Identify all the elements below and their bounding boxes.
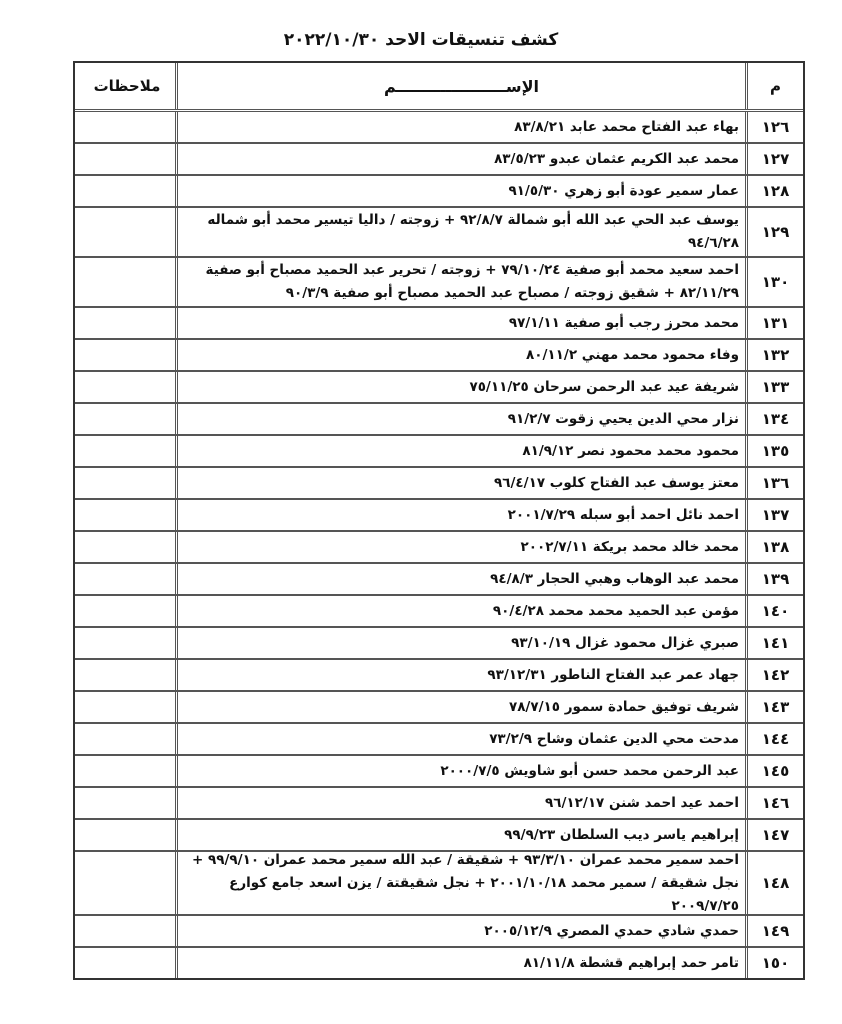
row-notes <box>79 788 175 818</box>
row-name: عبد الرحمن محمد حسن أبو شاويش ٢٠٠٠/٧/٥ <box>175 756 745 786</box>
row-number: ١٢٨ <box>745 176 803 206</box>
row-name: معتز يوسف عبد الفتاح كلوب ٩٦/٤/١٧ <box>175 468 745 498</box>
row-name: جهاد عمر عبد الفتاح الناطور ٩٣/١٢/٣١ <box>175 660 745 690</box>
table-row <box>75 144 803 176</box>
document-title: كشف تنسيقات الاحد ٢٠٢٢/١٠/٣٠ <box>283 30 559 50</box>
row-number: ١٣٠ <box>745 258 803 306</box>
row-number: ١٤١ <box>745 628 803 658</box>
header-name: الإســــــــــــــــــــم <box>175 63 745 109</box>
row-name: بهاء عبد الفتاح محمد عابد ٨٣/٨/٢١ <box>175 112 745 142</box>
table-row <box>75 948 803 978</box>
row-number: ١٣١ <box>745 308 803 338</box>
row-notes <box>79 532 175 562</box>
row-name: نزار محي الدين يحيي زقوت ٩١/٢/٧ <box>175 404 745 434</box>
table-row <box>75 404 803 436</box>
table-row <box>75 724 803 756</box>
table-row <box>75 176 803 208</box>
row-notes <box>79 756 175 786</box>
row-name: احمد سعيد محمد أبو صفية ٧٩/١٠/٢٤ + زوجته / تحرير عبد الحميد مصباح أبو صفية ٨٢/١١/٢٩ + شقيق زوجته / مصباح عبد الحميد مصباح أبو صفية ٩٠/٣/٩ <box>175 258 745 306</box>
row-number: ١٤٤ <box>745 724 803 754</box>
row-name: حمدي شادي حمدي المصري ٢٠٠٥/١٢/٩ <box>175 916 745 946</box>
table-row <box>75 564 803 596</box>
row-name: شريفة عيد عبد الرحمن سرحان ٧٥/١١/٢٥ <box>175 372 745 402</box>
row-notes <box>79 340 175 370</box>
row-number: ١٤٦ <box>745 788 803 818</box>
row-notes <box>79 258 175 306</box>
row-name: محمود محمد محمود نصر ٨١/٩/١٢ <box>175 436 745 466</box>
row-notes <box>79 500 175 530</box>
row-notes <box>79 372 175 402</box>
row-notes <box>79 916 175 946</box>
row-notes <box>79 948 175 978</box>
row-name: محمد عبد الكريم عثمان عبدو ٨٣/٥/٢٣ <box>175 144 745 174</box>
table-row <box>75 112 803 144</box>
row-notes <box>79 660 175 690</box>
row-notes <box>79 436 175 466</box>
row-name: احمد سمير محمد عمران ٩٣/٣/١٠ + شقيقة / عبد الله سمير محمد عمران ٩٩/٩/١٠ + نجل شقيقة / سمير محمد ٢٠٠١/١٠/١٨ + نجل شقيقتة / يزن اسعد جامع كوارع ٢٠٠٩/٧/٢٥ <box>175 852 745 914</box>
row-number: ١٤٣ <box>745 692 803 722</box>
table-row <box>75 756 803 788</box>
row-notes <box>79 112 175 142</box>
table-header <box>75 63 803 112</box>
header-number: م <box>745 63 803 109</box>
row-name: محمد عبد الوهاب وهبي الحجار ٩٤/٨/٣ <box>175 564 745 594</box>
row-number: ١٣٢ <box>745 340 803 370</box>
row-name: محمد خالد محمد بريكة ٢٠٠٢/٧/١١ <box>175 532 745 562</box>
header-notes: ملاحظات <box>93 77 161 95</box>
table-row <box>75 468 803 500</box>
row-number: ١٣٦ <box>745 468 803 498</box>
table-row <box>75 788 803 820</box>
row-number: ١٤٥ <box>745 756 803 786</box>
row-number: ١٤٩ <box>745 916 803 946</box>
table-row <box>75 340 803 372</box>
table-row <box>75 208 803 258</box>
row-number: ١٢٦ <box>745 112 803 142</box>
row-number: ١٢٩ <box>745 208 803 256</box>
table-row <box>75 436 803 468</box>
row-number: ١٤٢ <box>745 660 803 690</box>
table-row <box>75 628 803 660</box>
table-row <box>75 660 803 692</box>
row-number: ١٣٤ <box>745 404 803 434</box>
row-number: ١٤٨ <box>745 852 803 914</box>
row-notes <box>79 208 175 256</box>
row-name: احمد نائل احمد أبو سبله ٢٠٠١/٧/٢٩ <box>175 500 745 530</box>
row-number: ١٥٠ <box>745 948 803 978</box>
row-notes <box>79 564 175 594</box>
table-row <box>75 820 803 852</box>
row-notes <box>79 852 175 914</box>
table-row <box>75 372 803 404</box>
table-row <box>75 596 803 628</box>
row-number: ١٣٨ <box>745 532 803 562</box>
table-row <box>75 258 803 308</box>
row-number: ١٣٧ <box>745 500 803 530</box>
row-notes <box>79 144 175 174</box>
row-number: ١٣٣ <box>745 372 803 402</box>
row-notes <box>79 692 175 722</box>
row-notes <box>79 628 175 658</box>
row-number: ١٣٥ <box>745 436 803 466</box>
row-number: ١٤٧ <box>745 820 803 850</box>
row-name: عمار سمير عودة أبو زهري ٩١/٥/٣٠ <box>175 176 745 206</box>
row-name: مؤمن عبد الحميد محمد محمد ٩٠/٤/٢٨ <box>175 596 745 626</box>
row-name: وفاء محمود محمد مهني ٨٠/١١/٢ <box>175 340 745 370</box>
table-row <box>75 916 803 948</box>
row-name: احمد عيد احمد شنن ٩٦/١٢/١٧ <box>175 788 745 818</box>
row-name: صبري غزال محمود غزال ٩٣/١٠/١٩ <box>175 628 745 658</box>
row-number: ١٣٩ <box>745 564 803 594</box>
table-row <box>75 852 803 916</box>
table-row <box>75 308 803 340</box>
row-name: يوسف عبد الحي عبد الله أبو شمالة ٩٢/٨/٧ + زوجته / داليا تيسير محمد أبو شماله ٩٤/٦/٢٨ <box>175 208 745 256</box>
row-notes <box>79 404 175 434</box>
row-name: تامر حمد إبراهيم قشطة ٨١/١١/٨ <box>175 948 745 978</box>
row-notes <box>79 468 175 498</box>
row-notes <box>79 820 175 850</box>
row-number: ١٤٠ <box>745 596 803 626</box>
table-row <box>75 692 803 724</box>
row-number: ١٢٧ <box>745 144 803 174</box>
row-notes <box>79 596 175 626</box>
names-table <box>73 61 805 980</box>
row-name: محمد محرز رجب أبو صفية ٩٧/١/١١ <box>175 308 745 338</box>
table-row <box>75 500 803 532</box>
row-notes <box>79 724 175 754</box>
row-notes <box>79 176 175 206</box>
row-name: إبراهيم ياسر ديب السلطان ٩٩/٩/٢٣ <box>175 820 745 850</box>
row-name: مدحت محي الدين عثمان وشاح ٧٣/٢/٩ <box>175 724 745 754</box>
table-row <box>75 532 803 564</box>
row-notes <box>79 308 175 338</box>
row-name: شريف توفيق حمادة سمور ٧٨/٧/١٥ <box>175 692 745 722</box>
